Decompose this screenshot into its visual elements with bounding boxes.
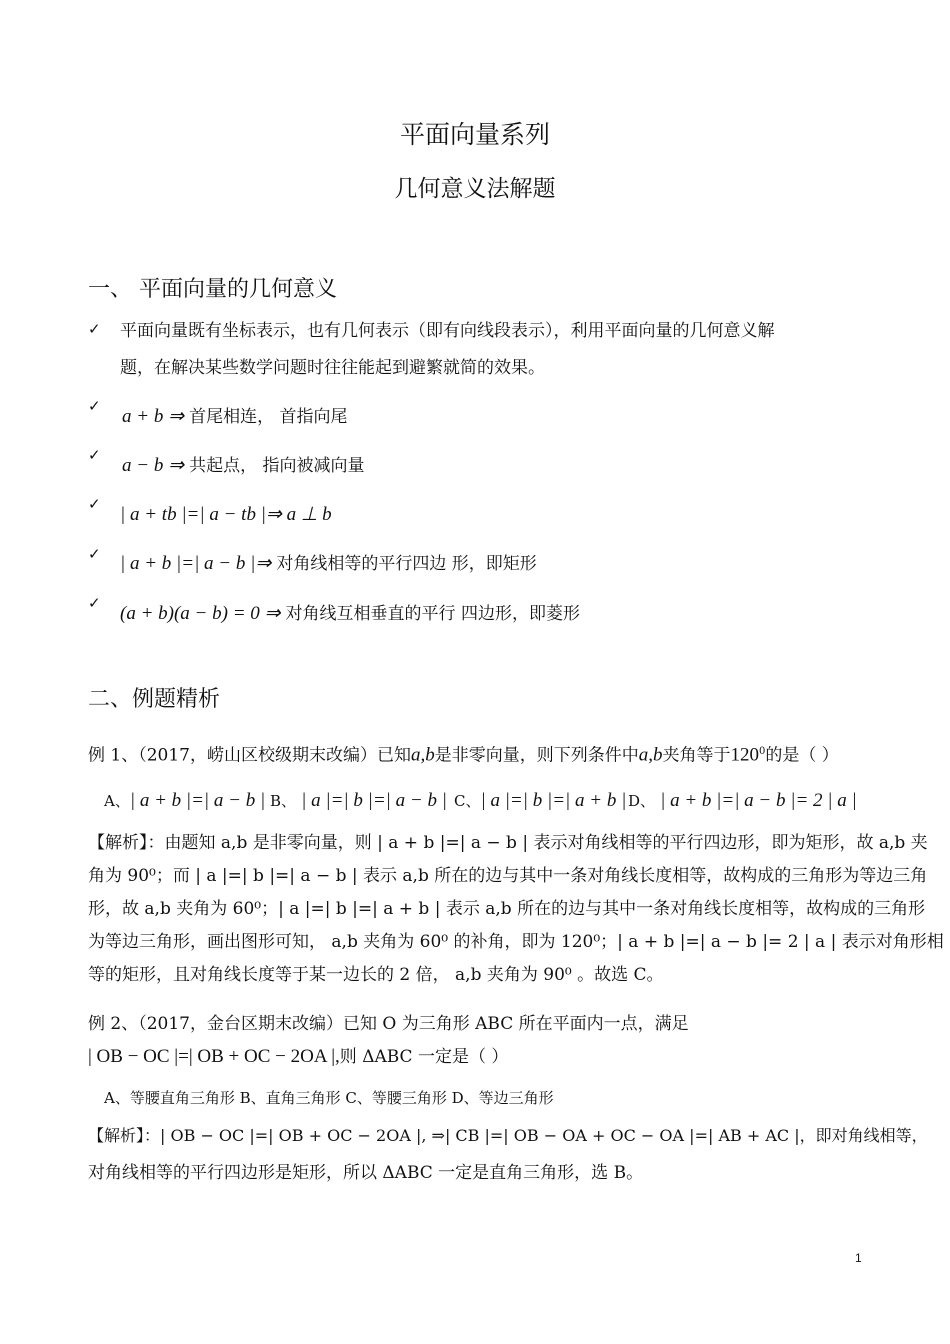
ex1-ab2: a,b <box>638 744 663 766</box>
page-title: 平面向量系列 <box>399 120 550 149</box>
example1-options <box>270 790 447 812</box>
ex1-angle: 120 <box>730 744 759 766</box>
option-a: | a + b |=| a − b | <box>129 790 266 811</box>
option-a-label: A、 <box>104 792 130 810</box>
bullet-item <box>122 405 348 428</box>
page-subtitle: 几何意义法解题 <box>394 176 556 202</box>
example1-options <box>104 790 265 812</box>
option-d-label: D、 <box>628 792 656 810</box>
formula: | a + b |=| a − b |⇒ <box>120 553 272 574</box>
page-number: 1 <box>855 1251 862 1265</box>
formula-text: 对角线相等的平行四边 形，即矩形 <box>276 554 537 574</box>
ex2-formula-text: 则 ΔABC 一定是（ ） <box>339 1047 509 1067</box>
check-icon: ✓ <box>88 320 101 338</box>
example1-options <box>628 790 857 812</box>
check-icon: ✓ <box>88 446 101 464</box>
ex2-formula: | OB − OC |=| OB + OC − 2OA |, <box>88 1046 340 1067</box>
section1-heading: 一、 平面向量的几何意义 <box>88 277 337 302</box>
example1-solution-line2: 角为 90⁰；而 | a |=| b |=| a − b | 表示 a,b 所在的边与其中一条对角线长度相等，故构成的三角形为等边三角 <box>88 866 928 886</box>
example1-solution-line4: 为等边三角形，画出图形可知， a,b 夹角为 60⁰ 的补角，即为 120⁰；| a + b |=| a − b |= 2 | a | 表示对角形相 <box>88 932 944 952</box>
ex1-mid: 是非零向量，则下列条件中 <box>434 745 639 766</box>
ex1-deg: 0 <box>758 746 766 757</box>
formula: | a + tb |=| a − tb |⇒ a ⊥ b <box>120 504 332 525</box>
formula-text: 对角线互相垂直的平行 四边形，即菱形 <box>285 604 580 624</box>
bullet1-line2: 题，在解决某些数学问题时往往能起到避繁就简的效果。 <box>120 358 545 378</box>
bullet-item <box>120 552 537 575</box>
formula: a + b ⇒ <box>122 406 184 427</box>
bullet-item <box>122 454 365 477</box>
example1-options <box>454 790 626 812</box>
example1-solution-line1: 【解析】：由题知 a,b 是非零向量，则 | a + b |=| a − b | 表示对角线相等的平行四边形，即为矩形，故 a,b 夹 <box>88 833 928 853</box>
example2-question-line1: 例 2、（2017，金台区期末改编）已知 O 为三角形 ABC 所在平面内一点，满足 <box>88 1014 689 1034</box>
option-c: | a |=| b |=| a + b | <box>480 790 627 811</box>
option-d: | a + b |=| a − b |= 2 | a | <box>660 790 857 811</box>
ex1-ab: a,b <box>410 744 435 766</box>
section2-heading: 二、例题精析 <box>88 687 221 712</box>
check-icon: ✓ <box>88 397 101 415</box>
formula: a − b ⇒ <box>122 455 184 476</box>
formula-text: 共起点， 指向被减向量 <box>189 456 365 476</box>
bullet-item <box>120 602 580 625</box>
check-icon: ✓ <box>88 495 101 513</box>
check-icon: ✓ <box>88 545 101 563</box>
ex1-end: 的是（ ） <box>765 745 839 766</box>
option-b-label: B、 <box>270 792 297 810</box>
example2-solution-line1: 【解析】：| OB − OC |=| OB + OC − 2OA |, ⇒| CB |=| OB − OA + OC − OA |=| AB + AC |，即对角线相等， <box>88 1126 928 1145</box>
bullet1-line1: 平面向量既有坐标表示，也有几何表示（即有向线段表示），利用平面向量的几何意义解 <box>120 321 775 341</box>
check-icon: ✓ <box>88 594 101 612</box>
example1-question <box>88 742 839 766</box>
option-b: | a |=| b |=| a − b | <box>301 790 447 811</box>
option-c-label: C、 <box>454 792 481 810</box>
example1-solution-line3: 形，故 a,b 夹角为 60⁰；| a |=| b |=| a + b | 表示 a,b 所在的边与其中一条对角线长度相等，故构成的三角形 <box>88 899 926 919</box>
example2-solution-line2: 对角线相等的平行四边形是矩形，所以 ΔABC 一定是直角三角形，选 B。 <box>88 1163 644 1183</box>
bullet-item <box>120 503 332 526</box>
example2-question-line2 <box>88 1046 508 1068</box>
formula: (a + b)(a − b) = 0 ⇒ <box>120 603 281 624</box>
example1-solution-line5: 等的矩形，且对角线长度等于某一边长的 2 倍， a,b 夹角为 90⁰ 。故选 C。 <box>88 965 664 985</box>
ex1-prefix: 例 1、（2017，崂山区校级期末改编）已知 <box>88 745 411 766</box>
formula-text: 首尾相连， 首指向尾 <box>189 407 348 427</box>
ex1-mid2: 夹角等于 <box>662 745 731 766</box>
example2-options: A、等腰直角三角形 B、直角三角形 C、等腰三角形 D、等边三角形 <box>104 1089 554 1107</box>
